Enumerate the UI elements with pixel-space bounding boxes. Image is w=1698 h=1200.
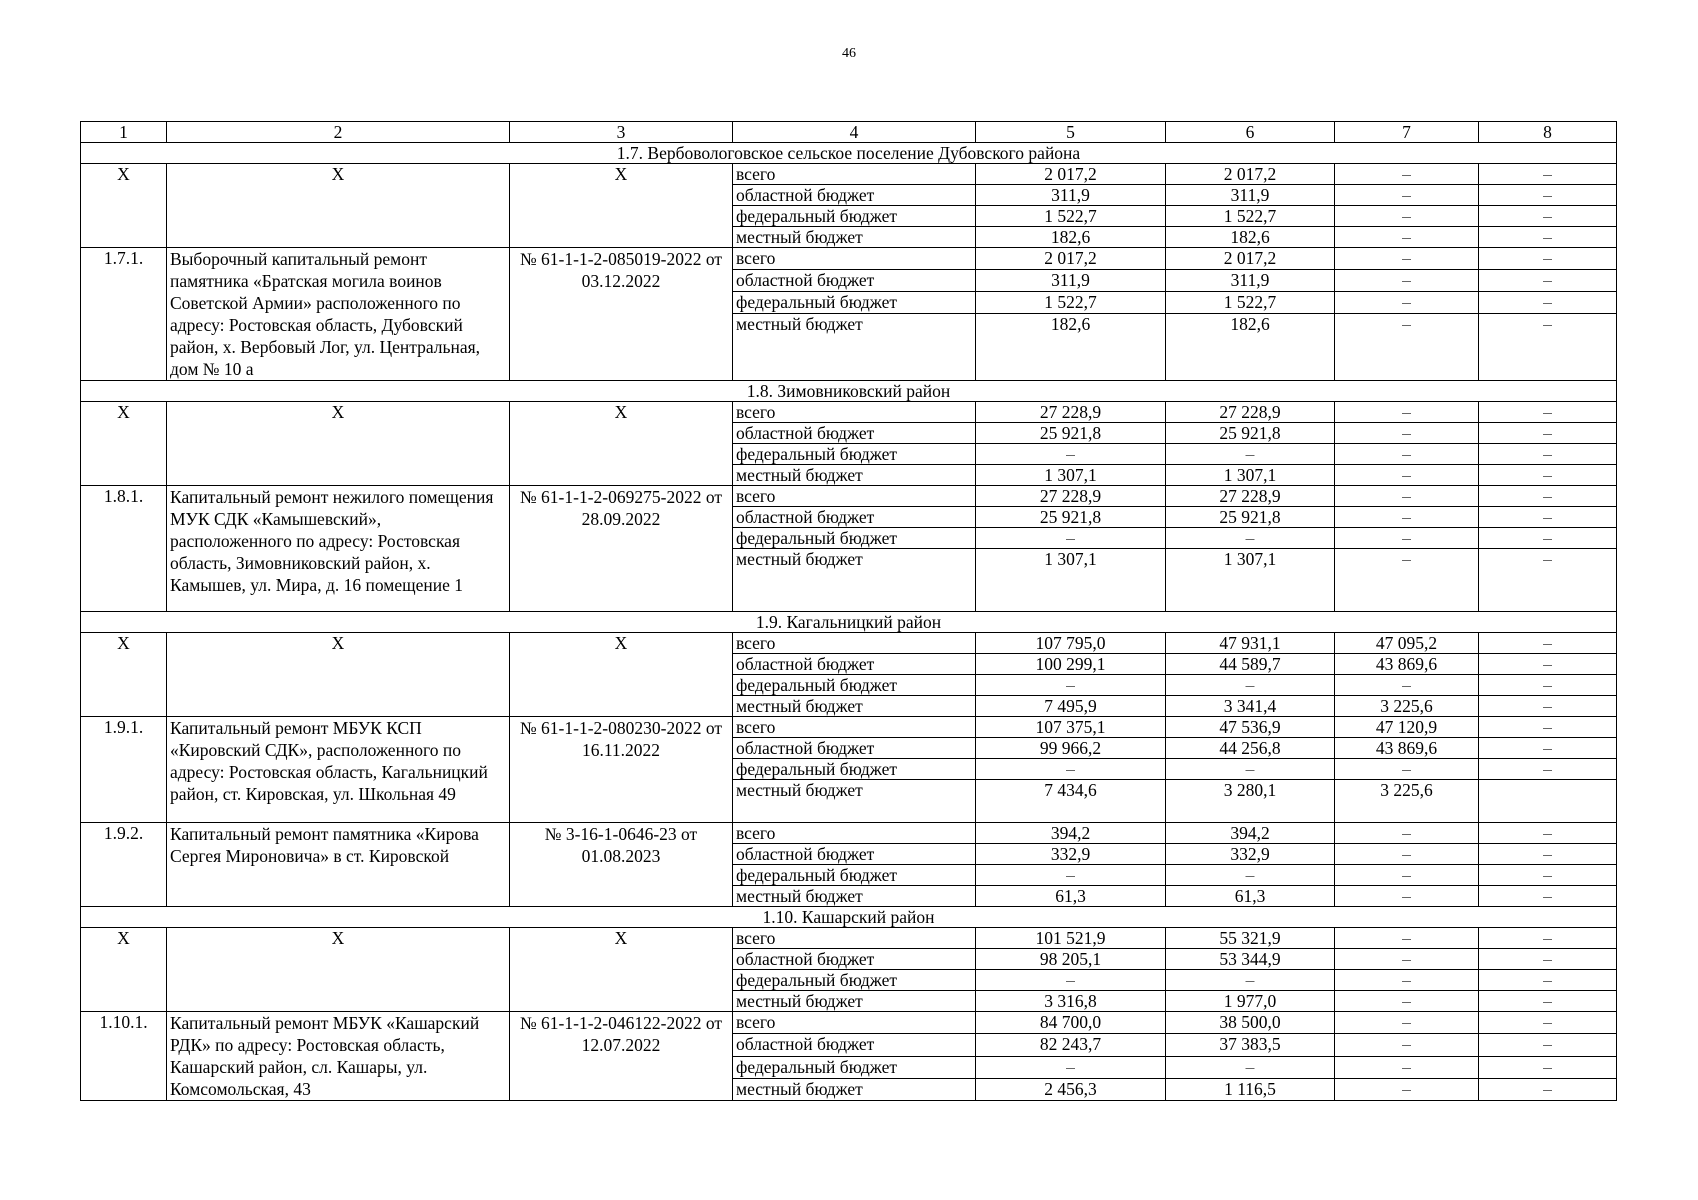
funding-source-cell: областной бюджет [733,507,976,528]
amount-2024-cell: – [1335,444,1479,465]
total-amount-cell: 1 307,1 [976,549,1166,612]
amount-2023-cell: 1 307,1 [1166,549,1335,612]
amount-2025-cell: – [1479,227,1617,248]
row-number-cell: X [81,928,167,1012]
amount-2025-cell: – [1479,549,1617,612]
amount-2025-cell: – [1479,444,1617,465]
amount-2024-cell: – [1335,844,1479,865]
item-row [81,486,1617,507]
amount-2025-cell: – [1479,717,1617,738]
funding-source-cell: областной бюджет [733,185,976,206]
total-amount-cell: – [976,759,1166,780]
column-number: 7 [1335,122,1479,143]
amount-2025-cell: – [1479,185,1617,206]
amount-2023-cell: 3 341,4 [1166,696,1335,717]
amount-2025-cell: – [1479,528,1617,549]
amount-2025-cell: – [1479,844,1617,865]
funding-source-cell: всего [733,633,976,654]
total-amount-cell: 82 243,7 [976,1034,1166,1056]
amount-2024-cell: – [1335,1078,1479,1100]
document-cell: X [510,928,733,1012]
amount-2024-cell: – [1335,759,1479,780]
total-amount-cell: 27 228,9 [976,402,1166,423]
amount-2023-cell: 2 017,2 [1166,248,1335,270]
amount-2023-cell: – [1166,865,1335,886]
amount-2025-cell: – [1479,507,1617,528]
amount-2025-cell: – [1479,248,1617,270]
item-row [81,717,1617,738]
amount-2024-cell: – [1335,227,1479,248]
funding-source-cell: областной бюджет [733,844,976,865]
amount-2025-cell: – [1479,1034,1617,1056]
amount-2025-cell: – [1479,270,1617,292]
document-cell: X [510,633,733,717]
funding-source-cell: федеральный бюджет [733,528,976,549]
funding-source-cell: федеральный бюджет [733,1056,976,1078]
total-amount-cell: 100 299,1 [976,654,1166,675]
row-number-cell: 1.10.1. [81,1012,167,1101]
funding-source-cell: областной бюджет [733,949,976,970]
total-amount-cell: – [976,444,1166,465]
amount-2025-cell: – [1479,991,1617,1012]
row-number-cell: 1.8.1. [81,486,167,612]
amount-2024-cell: – [1335,206,1479,227]
total-amount-cell: 101 521,9 [976,928,1166,949]
summary-row [81,928,1617,949]
column-number-row [81,122,1617,143]
page-number: 46 [842,46,856,61]
total-amount-cell: 61,3 [976,886,1166,907]
amount-2023-cell: 1 977,0 [1166,991,1335,1012]
funding-source-cell: федеральный бюджет [733,865,976,886]
amount-2023-cell: 55 321,9 [1166,928,1335,949]
section-header-row [81,381,1617,402]
row-number-cell: X [81,402,167,486]
amount-2023-cell: 53 344,9 [1166,949,1335,970]
budget-table [80,121,1617,1101]
amount-2024-cell: – [1335,1034,1479,1056]
amount-2025-cell: – [1479,1078,1617,1100]
amount-2024-cell: – [1335,248,1479,270]
amount-2023-cell: 44 589,7 [1166,654,1335,675]
amount-2024-cell: – [1335,823,1479,844]
amount-2023-cell: 332,9 [1166,844,1335,865]
funding-source-cell: местный бюджет [733,465,976,486]
total-amount-cell: 107 375,1 [976,717,1166,738]
total-amount-cell: 332,9 [976,844,1166,865]
total-amount-cell: 311,9 [976,185,1166,206]
section-header-row [81,907,1617,928]
funding-source-cell: областной бюджет [733,423,976,444]
amount-2024-cell: – [1335,270,1479,292]
amount-2023-cell: 311,9 [1166,270,1335,292]
funding-source-cell: федеральный бюджет [733,675,976,696]
object-name-cell: X [167,633,510,717]
funding-source-cell: местный бюджет [733,227,976,248]
summary-row [81,633,1617,654]
document-cell: № 61-1-1-2-069275-2022 от 28.09.2022 [510,486,733,612]
total-amount-cell: 99 966,2 [976,738,1166,759]
amount-2024-cell: 47 095,2 [1335,633,1479,654]
total-amount-cell: 2 017,2 [976,248,1166,270]
funding-source-cell: местный бюджет [733,886,976,907]
amount-2025-cell: – [1479,675,1617,696]
amount-2025-cell: – [1479,928,1617,949]
amount-2023-cell: 27 228,9 [1166,486,1335,507]
section-title: 1.8. Зимовниковский район [81,381,1617,402]
amount-2024-cell: – [1335,486,1479,507]
amount-2023-cell: 394,2 [1166,823,1335,844]
amount-2024-cell: – [1335,949,1479,970]
total-amount-cell: 25 921,8 [976,423,1166,444]
column-number: 4 [733,122,976,143]
row-number-cell: X [81,164,167,248]
amount-2024-cell: – [1335,507,1479,528]
amount-2023-cell: 1 116,5 [1166,1078,1335,1100]
document-cell: X [510,164,733,248]
total-amount-cell: 1 522,7 [976,206,1166,227]
funding-source-cell: федеральный бюджет [733,759,976,780]
amount-2023-cell: 311,9 [1166,185,1335,206]
document-cell: № 61-1-1-2-080230-2022 от 16.11.2022 [510,717,733,823]
item-row [81,248,1617,270]
amount-2025-cell: – [1479,486,1617,507]
section-title: 1.7. Вербовологовское сельское поселение Дубовского района [81,143,1617,164]
funding-source-cell: областной бюджет [733,1034,976,1056]
row-number-cell: 1.9.2. [81,823,167,907]
funding-source-cell: всего [733,717,976,738]
amount-2024-cell: – [1335,1056,1479,1078]
column-number: 8 [1479,122,1617,143]
amount-2023-cell: – [1166,759,1335,780]
amount-2024-cell: 43 869,6 [1335,738,1479,759]
amount-2024-cell: 43 869,6 [1335,654,1479,675]
amount-2024-cell: – [1335,423,1479,444]
amount-2023-cell: 182,6 [1166,227,1335,248]
item-row [81,823,1617,844]
amount-2024-cell: 3 225,6 [1335,696,1479,717]
amount-2023-cell: 182,6 [1166,314,1335,381]
object-name-cell: X [167,402,510,486]
object-name-cell: X [167,928,510,1012]
section-header-row [81,612,1617,633]
amount-2025-cell: – [1479,423,1617,444]
amount-2024-cell: – [1335,1012,1479,1034]
total-amount-cell: 394,2 [976,823,1166,844]
amount-2025-cell [1479,780,1617,823]
amount-2025-cell: – [1479,206,1617,227]
amount-2024-cell: – [1335,314,1479,381]
total-amount-cell: 25 921,8 [976,507,1166,528]
column-number: 2 [167,122,510,143]
total-amount-cell: 7 495,9 [976,696,1166,717]
total-amount-cell: 2 017,2 [976,164,1166,185]
amount-2023-cell: 25 921,8 [1166,423,1335,444]
funding-source-cell: местный бюджет [733,991,976,1012]
object-name-cell: Капитальный ремонт памятника «Кирова Сергея Мироновича» в ст. Кировской [167,823,510,907]
funding-source-cell: федеральный бюджет [733,292,976,314]
total-amount-cell: 27 228,9 [976,486,1166,507]
amount-2025-cell: – [1479,314,1617,381]
amount-2023-cell: 25 921,8 [1166,507,1335,528]
object-name-cell: X [167,164,510,248]
amount-2024-cell: – [1335,292,1479,314]
amount-2025-cell: – [1479,738,1617,759]
summary-row [81,164,1617,185]
amount-2025-cell: – [1479,164,1617,185]
document-cell: № 3-16-1-0646-23 от 01.08.2023 [510,823,733,907]
column-number: 5 [976,122,1166,143]
summary-row [81,402,1617,423]
amount-2025-cell: – [1479,696,1617,717]
amount-2024-cell: 47 120,9 [1335,717,1479,738]
document-cell: № 61-1-1-2-085019-2022 от 03.12.2022 [510,248,733,381]
funding-source-cell: федеральный бюджет [733,970,976,991]
amount-2023-cell: 47 931,1 [1166,633,1335,654]
amount-2025-cell: – [1479,1056,1617,1078]
document-cell: X [510,402,733,486]
amount-2024-cell: – [1335,549,1479,612]
amount-2024-cell: – [1335,970,1479,991]
amount-2024-cell: – [1335,164,1479,185]
total-amount-cell: 182,6 [976,314,1166,381]
total-amount-cell: 107 795,0 [976,633,1166,654]
total-amount-cell: – [976,970,1166,991]
amount-2023-cell: – [1166,528,1335,549]
funding-source-cell: областной бюджет [733,270,976,292]
object-name-cell: Выборочный капитальный ремонт памятника «Братская могила воинов Советской Армии» расположенного по адресу: Ростовская область, Дубовский район, х. Вербовый Лог, ул. Центральная, дом № 10 а [167,248,510,381]
section-title: 1.9. Кагальницкий район [81,612,1617,633]
amount-2025-cell: – [1479,886,1617,907]
amount-2023-cell: – [1166,675,1335,696]
funding-source-cell: местный бюджет [733,314,976,381]
amount-2025-cell: – [1479,1012,1617,1034]
total-amount-cell: – [976,675,1166,696]
amount-2025-cell: – [1479,970,1617,991]
funding-source-cell: местный бюджет [733,549,976,612]
document-cell: № 61-1-1-2-046122-2022 от 12.07.2022 [510,1012,733,1101]
funding-source-cell: всего [733,402,976,423]
funding-source-cell: федеральный бюджет [733,206,976,227]
total-amount-cell: 311,9 [976,270,1166,292]
amount-2023-cell: 1 522,7 [1166,206,1335,227]
funding-source-cell: федеральный бюджет [733,444,976,465]
row-number-cell: X [81,633,167,717]
amount-2025-cell: – [1479,949,1617,970]
funding-source-cell: областной бюджет [733,654,976,675]
column-number: 1 [81,122,167,143]
amount-2024-cell: – [1335,185,1479,206]
amount-2023-cell: – [1166,444,1335,465]
funding-source-cell: всего [733,248,976,270]
item-row [81,1012,1617,1034]
amount-2025-cell: – [1479,823,1617,844]
funding-source-cell: местный бюджет [733,696,976,717]
section-title: 1.10. Кашарский район [81,907,1617,928]
section-header-row [81,143,1617,164]
amount-2024-cell: – [1335,675,1479,696]
amount-2023-cell: 1 522,7 [1166,292,1335,314]
amount-2023-cell: 44 256,8 [1166,738,1335,759]
amount-2025-cell: – [1479,654,1617,675]
amount-2024-cell: – [1335,528,1479,549]
column-number: 3 [510,122,733,143]
row-number-cell: 1.9.1. [81,717,167,823]
total-amount-cell: 1 307,1 [976,465,1166,486]
amount-2024-cell: – [1335,886,1479,907]
total-amount-cell: 84 700,0 [976,1012,1166,1034]
amount-2023-cell: 47 536,9 [1166,717,1335,738]
amount-2023-cell: 1 307,1 [1166,465,1335,486]
amount-2023-cell: 61,3 [1166,886,1335,907]
total-amount-cell: 1 522,7 [976,292,1166,314]
total-amount-cell: 182,6 [976,227,1166,248]
amount-2024-cell: – [1335,865,1479,886]
amount-2024-cell: – [1335,465,1479,486]
amount-2025-cell: – [1479,633,1617,654]
funding-source-cell: всего [733,164,976,185]
total-amount-cell: 7 434,6 [976,780,1166,823]
total-amount-cell: – [976,528,1166,549]
object-name-cell: Капитальный ремонт нежилого помещения МУК СДК «Камышевский», расположенного по адресу: Ростовская область, Зимовниковский район, х. Камышев, ул. Мира, д. 16 помещение 1 [167,486,510,612]
object-name-cell: Капитальный ремонт МБУК КСП «Кировский СДК», расположенного по адресу: Ростовская область, Кагальницкий район, ст. Кировская, ул. Школьная 49 [167,717,510,823]
amount-2024-cell: – [1335,991,1479,1012]
column-number: 6 [1166,122,1335,143]
amount-2023-cell: 38 500,0 [1166,1012,1335,1034]
amount-2024-cell: – [1335,402,1479,423]
row-number-cell: 1.7.1. [81,248,167,381]
total-amount-cell: 3 316,8 [976,991,1166,1012]
funding-source-cell: всего [733,486,976,507]
total-amount-cell: – [976,865,1166,886]
funding-source-cell: местный бюджет [733,780,976,823]
amount-2024-cell: 3 225,6 [1335,780,1479,823]
amount-2023-cell: 3 280,1 [1166,780,1335,823]
amount-2025-cell: – [1479,465,1617,486]
amount-2023-cell: – [1166,1056,1335,1078]
total-amount-cell: – [976,1056,1166,1078]
amount-2023-cell: – [1166,970,1335,991]
total-amount-cell: 2 456,3 [976,1078,1166,1100]
object-name-cell: Капитальный ремонт МБУК «Кашарский РДК» по адресу: Ростовская область, Кашарский район, сл. Кашары, ул. Комсомольская, 43 [167,1012,510,1101]
funding-source-cell: областной бюджет [733,738,976,759]
amount-2023-cell: 2 017,2 [1166,164,1335,185]
funding-source-cell: всего [733,1012,976,1034]
amount-2023-cell: 37 383,5 [1166,1034,1335,1056]
amount-2025-cell: – [1479,759,1617,780]
amount-2025-cell: – [1479,292,1617,314]
amount-2025-cell: – [1479,402,1617,423]
total-amount-cell: 98 205,1 [976,949,1166,970]
amount-2023-cell: 27 228,9 [1166,402,1335,423]
amount-2025-cell: – [1479,865,1617,886]
funding-source-cell: местный бюджет [733,1078,976,1100]
funding-source-cell: всего [733,928,976,949]
funding-source-cell: всего [733,823,976,844]
amount-2024-cell: – [1335,928,1479,949]
